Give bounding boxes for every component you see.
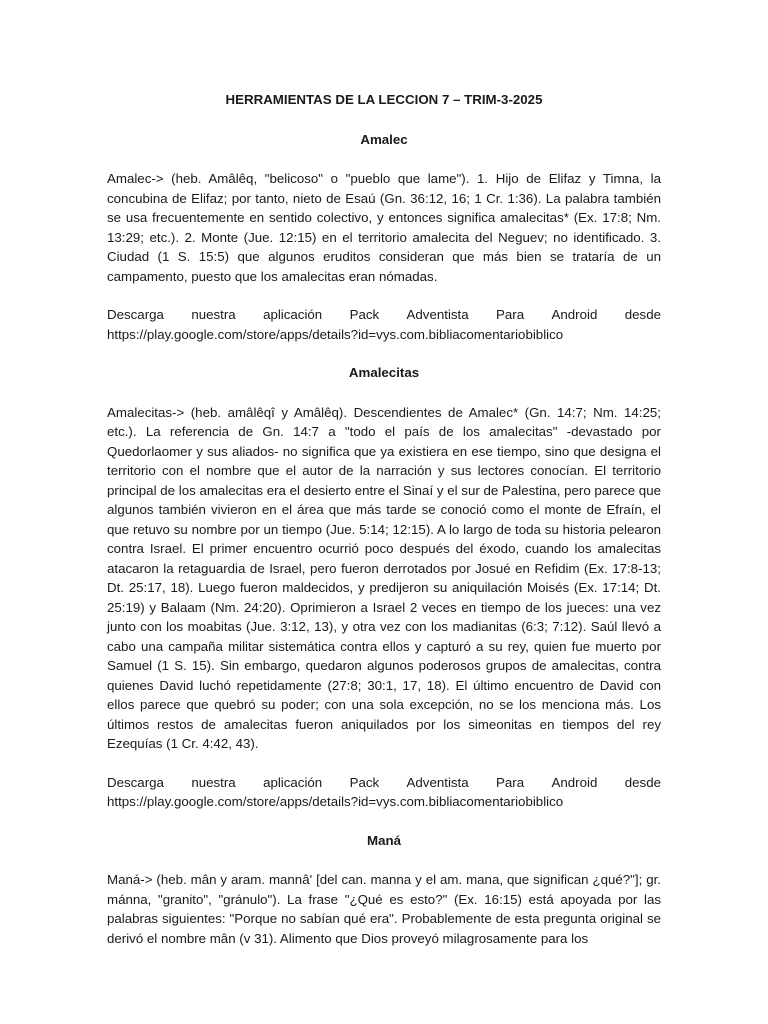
promo-word: Para — [496, 307, 525, 322]
promo-word: desde — [624, 774, 661, 790]
promo-word: Pack — [349, 307, 380, 322]
document-title: HERRAMIENTAS DE LA LECCION 7 – TRIM-3-2025 — [225, 92, 543, 107]
promo-word: Adventista — [406, 307, 469, 322]
promo-url: https://play.google.com/store/apps/details?id=vys.com.bibliacomentariobiblico — [107, 326, 564, 342]
promo-word: nuestra — [191, 307, 236, 322]
promo-word: desde — [624, 307, 661, 322]
section-body-amalec: Amalec-> (heb. Amâlêq, "belicoso" o "pueblo que lame"). 1. Hijo de Elifaz y Timna, la concubina de Elifaz; por tanto, nieto de Esaú (Gn. 36:12, 16; 1 Cr. 1:36). La palabra también se usa frecuentemente en sentido colectivo, y entonces significa amalecitas* (Ex. 17:8; Nm. 13:29; etc.). 2. Monte (Jue. 12:15) en el territorio amalecita del Neguev; no identificado. 3. Ciudad (1 S. 15:5) que algunos eruditos consideran que más bien se trataría de un campamento, puesto que los amalecitas eran nómadas. — [107, 171, 661, 284]
promo-word: Android — [551, 774, 598, 790]
section-body-amalecitas: Amalecitas-> (heb. amâlêqî y Amâlêq). Descendientes de Amalec* (Gn. 14:7; Nm. 14:25; etc.). La referencia de Gn. 14:7 a "todo el país de los amalecitas" -devastado por Quedorlaomer y sus aliados- no significa que ya existiera en ese tiempo, sino que designa el territorio con el nombre que el autor de la narración y sus lectores conocían. El territorio principal de los amalecitas era el desierto entre el Sinaí y el sur de Palestina, pero parece que algunos también vivieron en el área que más tarde se conoció como el monte de Efraín, el que retuvo su nombre por un tiempo (Jue. 5:14; 12:15). A lo largo de toda su historia pelearon contra Israel. El primer encuentro ocurrió poco después del éxodo, cuando los amalecitas atacaron la retaguardia de Israel, pero fueron derrotados por Josué en Refidim (Ex. 17:8-13; Dt. 25:17, 18). Luego fueron maldecidos, y predijeron su aniquilación Moisés (Ex. 17:14; Dt. 25:19) y Balaam (Nm. 24:20). Oprimieron a Israel 2 veces en tiempo de los jueces: una vez junto con los moabitas (Jue. 3:12, 13), y otra vez con los madianitas (6:3; 7:12). Saúl llevó a cabo una campaña militar sistemática contra ellos y capturó a su rey, quien fue muerto por Samuel (1 S. 15). Sin embargo, quedaron algunos poderosos grupos de amalecitas, contra quienes David luchó repetidamente (27:8; 30:1, 17, 18). El último encuentro de David con ellos parece que quebró su poder; con una sola excepción, no se los menciona más. Los últimos restos de amalecitas fueron aniquilados por los simeonitas en tiempos del rey Ezequías (1 Cr. 4:42, 43). — [107, 404, 661, 751]
promo-word: aplicación — [263, 307, 323, 322]
promo-word: Android — [551, 307, 598, 322]
promo-word: nuestra — [191, 774, 236, 790]
promo-word: Descarga — [107, 774, 164, 790]
promo-url: https://play.google.com/store/apps/details?id=vys.com.bibliacomentariobiblico — [107, 794, 564, 809]
promo-block — [107, 773, 661, 812]
section-heading-mana: Maná — [367, 832, 401, 848]
promo-block — [107, 305, 661, 344]
promo-word: Adventista — [406, 774, 469, 790]
promo-word: Pack — [349, 774, 380, 790]
promo-text — [107, 305, 661, 325]
document-page — [107, 90, 661, 967]
promo-word: Para — [496, 774, 525, 790]
section-body-mana: Maná-> (heb. mân y aram. mannâ' [del can. manna y el am. mana, que significan ¿qué?"]; gr. mánna, "granito", "gránulo"). La frase "¿Qué es esto?" (Ex. 16:15) está apoyada por las palabras siguientes: "Porque no sabían qué era". Probablemente de esta pregunta original se derivó el nombre mân (v 31). Alimento que Dios proveyó milagrosamente para los — [107, 872, 661, 946]
section-heading-amalecitas: Amalecitas — [348, 365, 420, 380]
section-heading-amalec: Amalec — [360, 131, 408, 147]
promo-text — [107, 773, 661, 793]
promo-word: aplicación — [263, 774, 323, 790]
promo-word: Descarga — [107, 307, 164, 322]
